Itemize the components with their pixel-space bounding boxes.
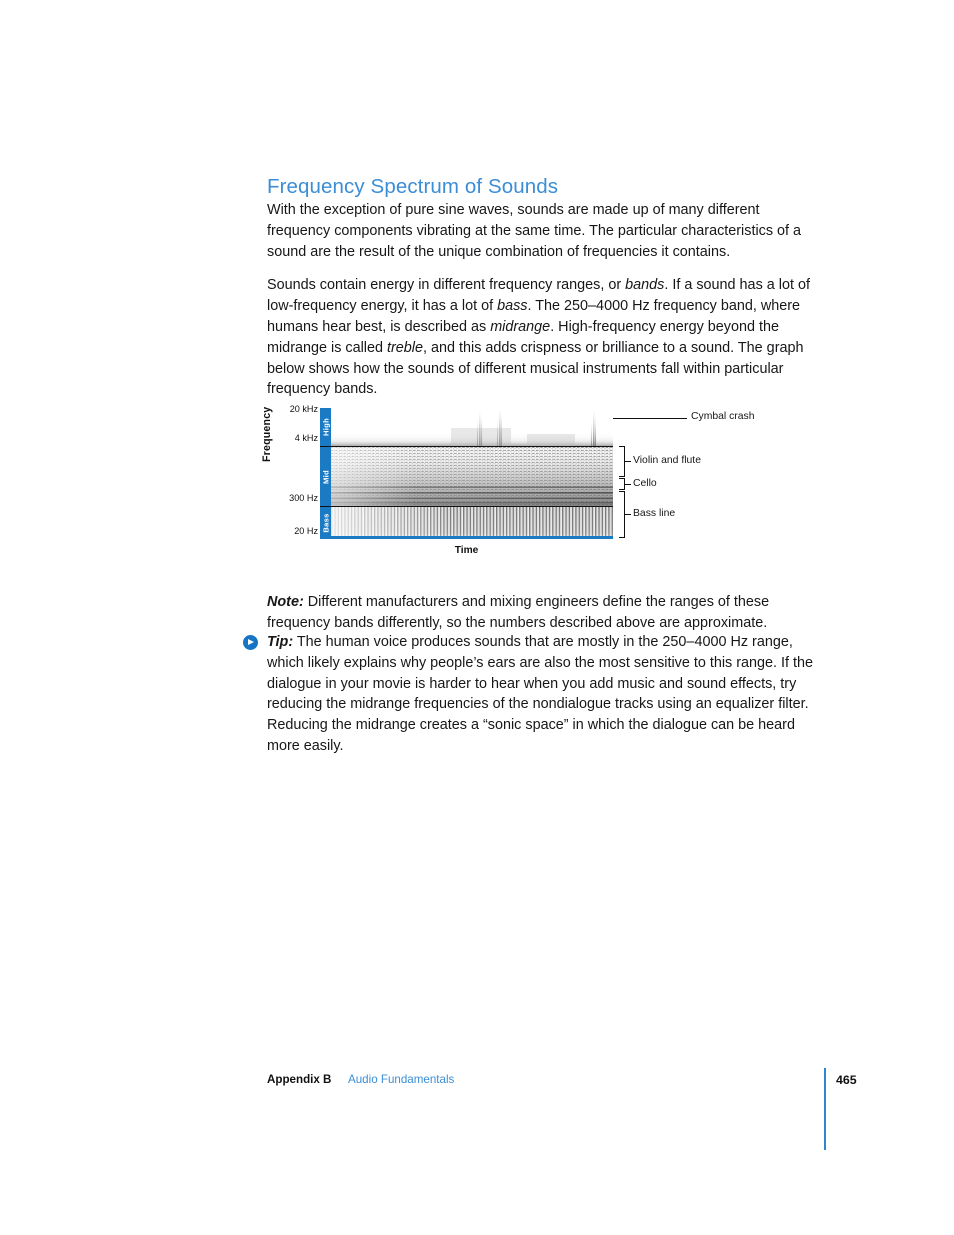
paragraph-note: [267, 592, 815, 634]
band-bass: [320, 507, 331, 539]
bands-text-5: , and this adds crispness or brilliance to a sound. The graph below shows how the sounds of different musical instruments fall within particular frequency bands.: [267, 339, 804, 398]
y-axis-title: Frequency: [261, 406, 273, 462]
page-footer: [0, 1068, 954, 1158]
stem-bass-line: [625, 514, 631, 515]
callout-violin-flute: Violin and flute: [633, 455, 701, 466]
note-label: Note:: [267, 594, 304, 611]
y-tick-20hz: 20 Hz: [294, 526, 318, 536]
bands-text-2: . If a sound has a lot of low-frequency energy, it has a lot of: [267, 277, 810, 315]
page-title: Frequency Spectrum of Sounds: [267, 174, 559, 198]
y-tick-20khz: 20 kHz: [289, 404, 318, 414]
frequency-spectrum-figure: [261, 400, 755, 560]
bands-text-1: Sounds contain energy in different frequency ranges, or: [267, 277, 626, 294]
tip-play-icon: [243, 635, 258, 650]
spectrogram-high-band: [331, 408, 613, 446]
x-axis-title: Time: [454, 545, 479, 556]
footer-chapter-title: Audio Fundamentals: [348, 1073, 455, 1086]
bands-emphasis-1: bands: [625, 277, 665, 294]
figure-callouts: [613, 408, 755, 539]
tip-label: Tip:: [267, 634, 294, 650]
bands-emphasis-2: bass: [497, 298, 528, 315]
divider-300hz: [320, 506, 613, 507]
bands-text-4: . High-frequency energy beyond the midrange is called: [267, 318, 779, 356]
divider-4khz: [320, 446, 613, 447]
spectrogram-plot: [320, 408, 613, 539]
bands-text-3: . The 250–4000 Hz frequency band, where humans hear best, is described as: [267, 298, 801, 335]
stem-cello: [625, 484, 631, 485]
spectrogram-bass-band: [331, 506, 613, 539]
y-tick-300hz: 300 Hz: [289, 493, 318, 503]
callout-cello: Cello: [633, 478, 657, 489]
paragraph-intro: With the exception of pure sine waves, sounds are made up of many different frequency components vibrating at the same time. The particular characteristics of a sound are the result of the unique combination of frequencies it contains.: [267, 202, 802, 260]
frequency-band-strip: [320, 408, 331, 539]
band-label-high: High: [321, 417, 330, 437]
y-axis-ticks: [267, 400, 318, 540]
bands-emphasis-4: treble: [386, 339, 423, 356]
band-high: [320, 408, 331, 446]
band-mid: [320, 447, 331, 506]
callout-cymbal-crash: Cymbal crash: [691, 411, 755, 422]
paragraph-bands: [267, 275, 819, 400]
band-label-mid: Mid: [321, 469, 330, 484]
paragraph-tip: [267, 632, 818, 757]
bands-emphasis-3: midrange: [490, 318, 551, 335]
tip-text: The human voice produces sounds that are mostly in the 250–4000 Hz range, which likely explains why people’s ears are also the most sensitive to this range. If the dialogue in your movie is harder to hear when you add music and sound effects, try reducing the midrange frequencies of the nondialogue tracks using an equalizer filter. Reducing the midrange creates a “sonic space” in which the dialogue can be heard more easily.: [267, 634, 814, 754]
footer-appendix-label: Appendix B: [267, 1073, 332, 1086]
stem-violin-flute: [625, 461, 631, 462]
note-text: Different manufacturers and mixing engineers define the ranges of these frequency bands differently, so the numbers described above are approximate.: [267, 594, 770, 632]
spectrogram-mid-band: [331, 446, 613, 506]
callout-bass-line: Bass line: [633, 508, 676, 519]
y-tick-4khz: 4 kHz: [294, 433, 318, 443]
band-label-bass: Bass: [321, 513, 330, 533]
footer-divider: [824, 1068, 826, 1150]
leader-cymbal-crash: [613, 418, 687, 419]
page-number: 465: [836, 1073, 857, 1087]
plot-baseline: [320, 536, 613, 539]
